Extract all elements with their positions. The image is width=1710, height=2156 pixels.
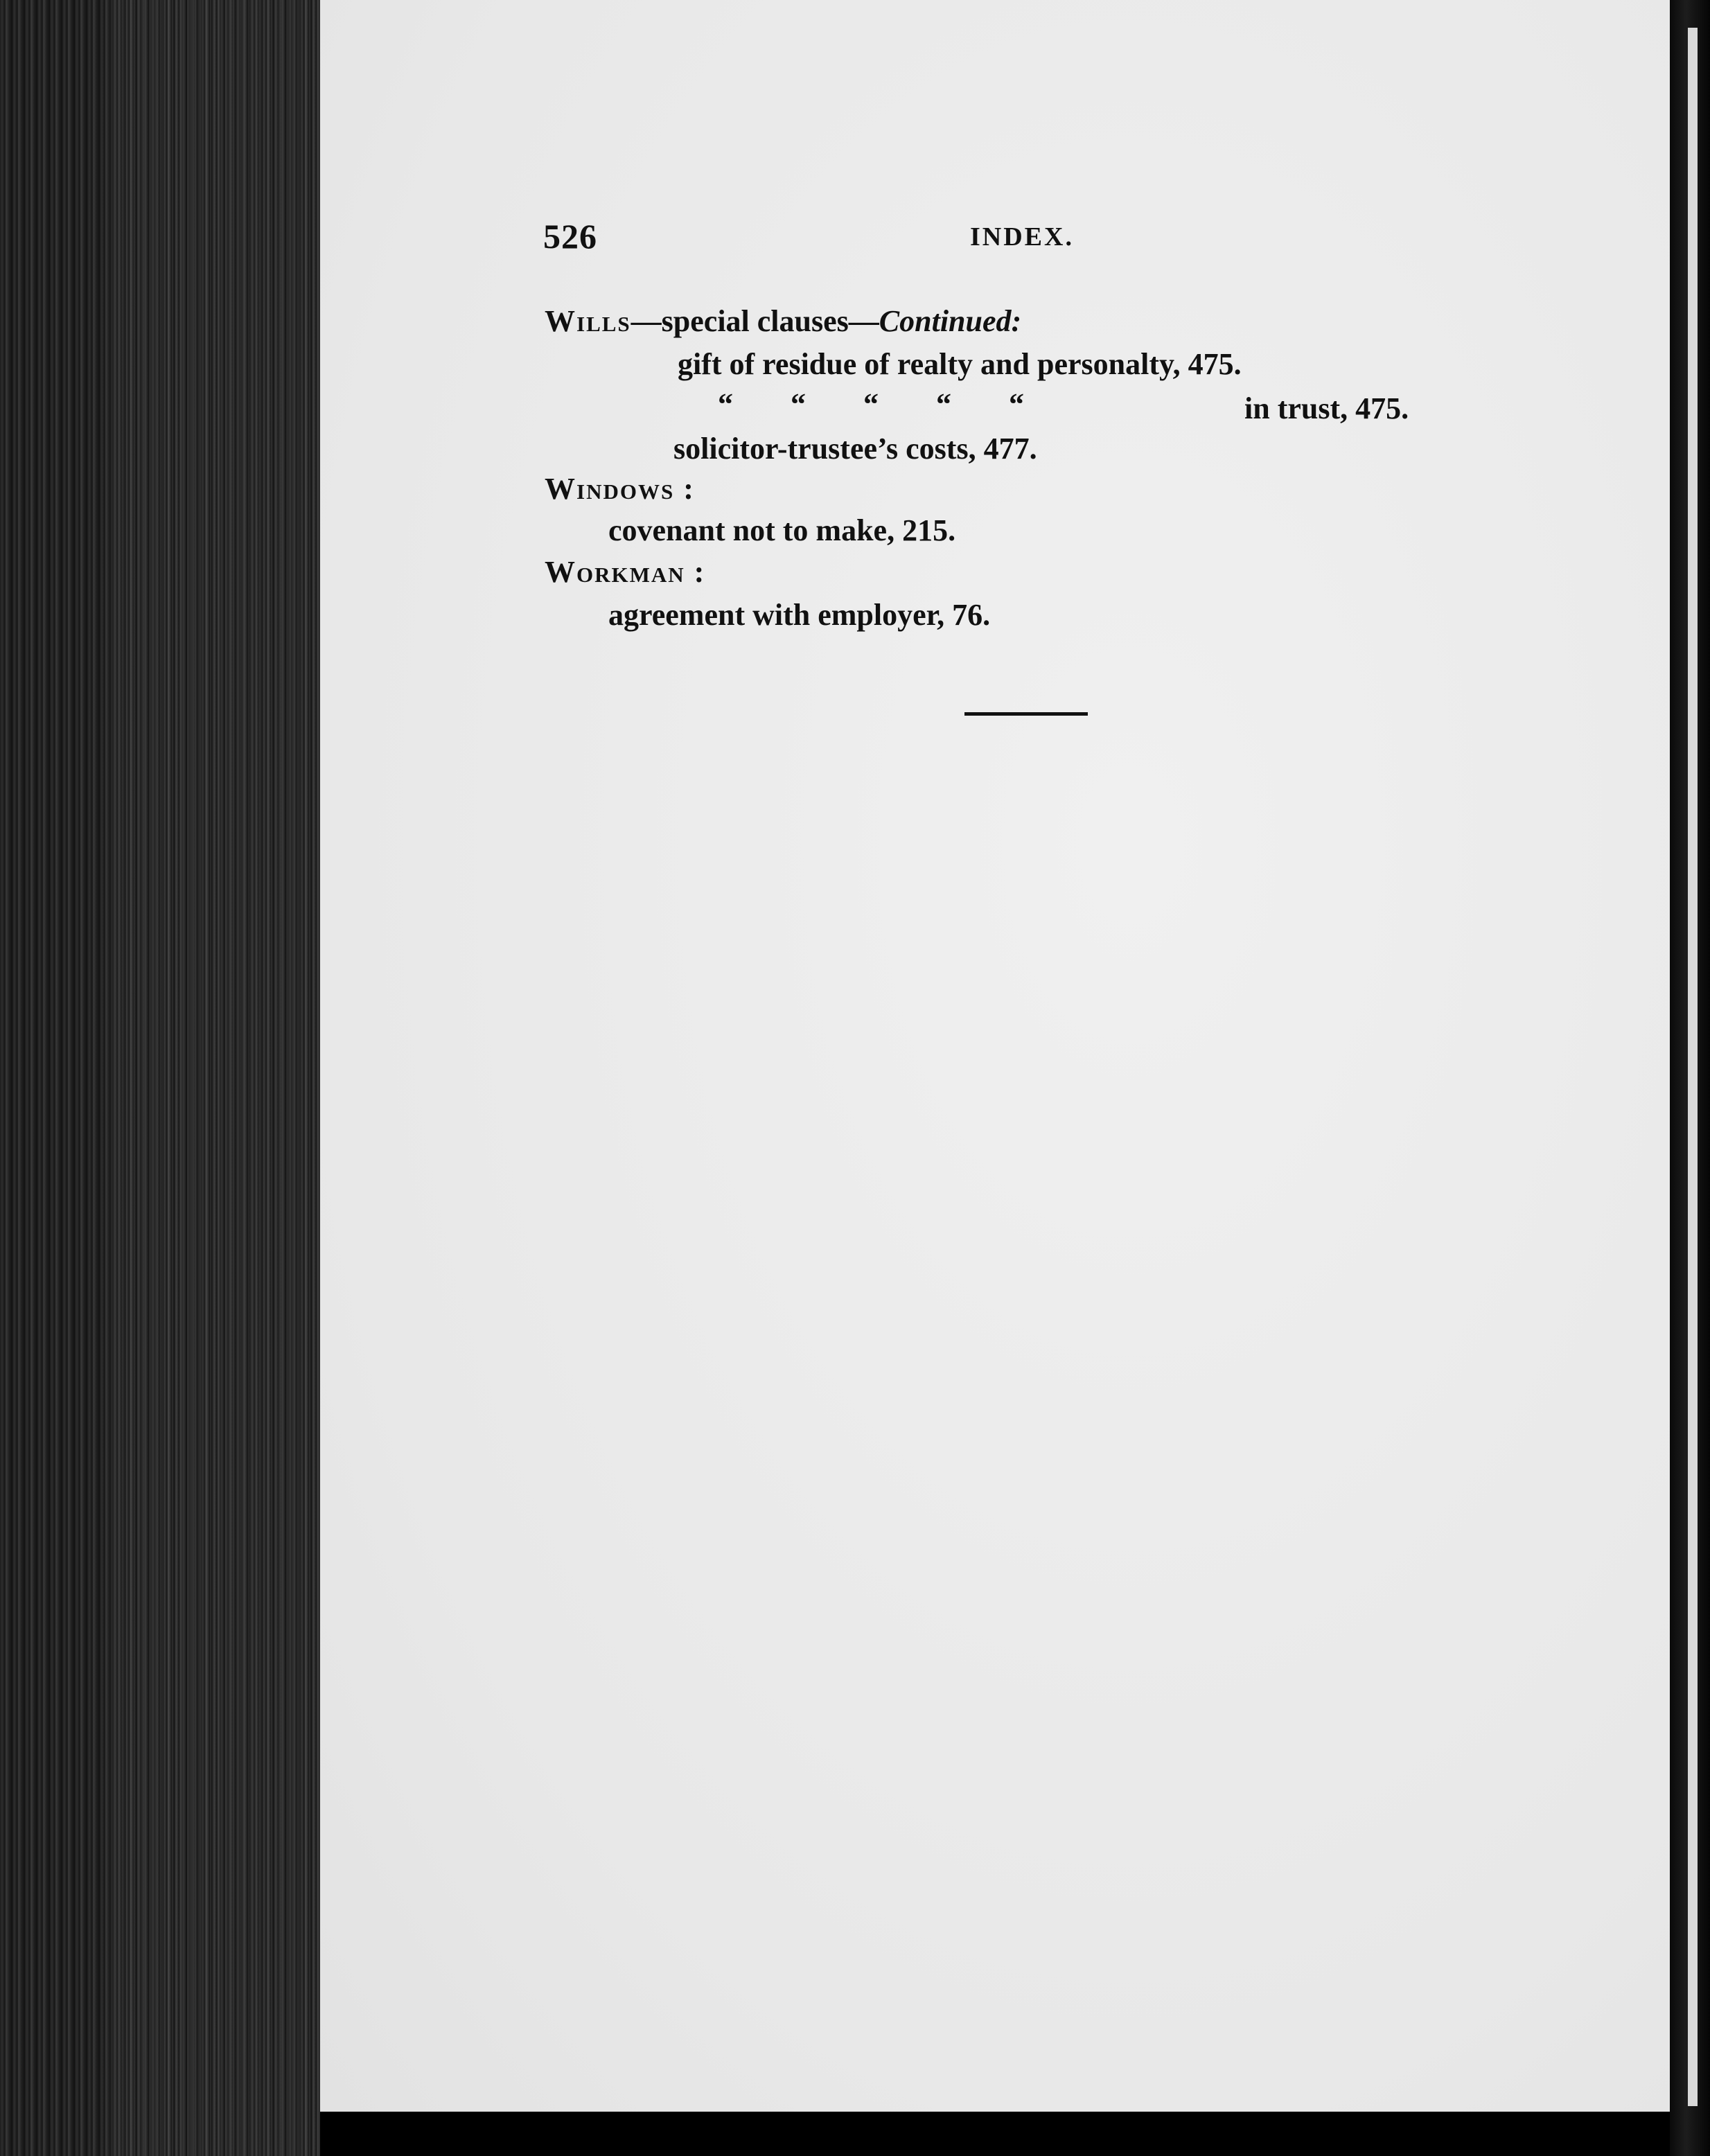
- index-entry-windows: Windows :: [545, 472, 695, 506]
- ditto-marks: “ “ “ “ “: [718, 387, 1049, 421]
- page-number: 526: [543, 217, 597, 256]
- entry-heading-suffix: —special clauses—: [631, 304, 879, 338]
- bottom-border: [320, 2112, 1670, 2156]
- index-subentry: solicitor-trustee’s costs, 477.: [673, 432, 1037, 466]
- next-page-sliver: [1688, 28, 1698, 2106]
- index-entry-wills: [545, 303, 1021, 339]
- entry-heading: Wills: [545, 304, 631, 338]
- index-subentry: in trust, 475.: [1244, 391, 1409, 425]
- running-head: INDEX.: [970, 222, 1074, 251]
- continued-label: Continued:: [879, 304, 1022, 338]
- index-entry-workman: Workman :: [545, 555, 706, 589]
- book-page-edges: [111, 0, 319, 2156]
- index-subentry: agreement with employer, 76.: [608, 598, 991, 632]
- end-rule: [964, 712, 1088, 716]
- index-subentry: covenant not to make, 215.: [608, 513, 956, 547]
- index-subentry: gift of residue of realty and personalty, 475.: [678, 347, 1242, 381]
